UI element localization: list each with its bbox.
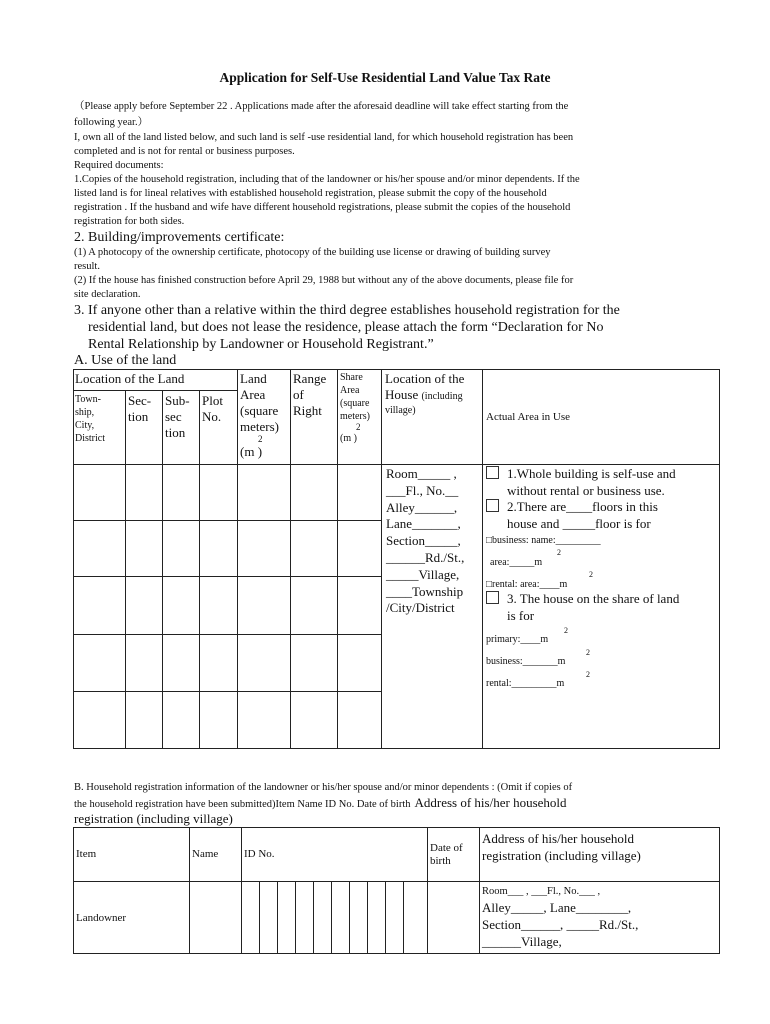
house-address-fields[interactable] xyxy=(386,466,464,617)
doc2-heading: 2. Building/improvements certificate: xyxy=(74,230,285,245)
doc1-line3: registration . If the husband and wife have different household registrations, please submit the copies of the household xyxy=(74,202,571,213)
section-field[interactable]: Section_____, xyxy=(386,533,461,549)
page-title: Application for Self-Use Residential Land Value Tax Rate xyxy=(219,70,551,85)
section-road-field[interactable]: Section______, _____Rd./St., xyxy=(482,917,639,932)
header-text: Plot xyxy=(202,393,223,408)
room-floor-field[interactable]: Room___ , ___Fl., No.___ , xyxy=(482,886,601,897)
header-text: tion xyxy=(165,425,186,440)
superscript: 2 xyxy=(356,422,361,432)
doc1-line2: listed land is for lineal relatives with established household registration, please submit the copy of the household xyxy=(74,188,547,199)
superscript: 2 xyxy=(557,548,561,557)
header-text: meters) xyxy=(340,411,370,422)
header-name: Name xyxy=(192,848,219,860)
village-field[interactable]: ______Village, xyxy=(482,934,562,949)
doc1-line4: registration for both sides. xyxy=(74,216,185,227)
option-text: 2.There are____floors in this xyxy=(507,499,658,514)
header-address xyxy=(482,830,641,864)
header-text: Town- xyxy=(75,394,101,405)
section-a-heading: A. Use of the land xyxy=(74,353,177,368)
deadline-note: （Please apply before September 22 . Applications made after the aforesaid deadline will take effect starting from the xyxy=(74,101,569,112)
header-item: Item xyxy=(76,848,97,860)
deadline-note-cont: following year.） xyxy=(74,117,149,128)
checkbox[interactable] xyxy=(486,466,499,479)
header-text: No. xyxy=(202,409,222,424)
header-section xyxy=(128,393,151,425)
header-plot-no xyxy=(202,393,223,425)
header-text: village) xyxy=(385,405,416,416)
doc3-cont2: Rental Relationship by Landowner or Household Registrant.” xyxy=(88,337,434,352)
header-text: Sub- xyxy=(165,393,190,408)
required-docs-heading: Required documents: xyxy=(74,160,164,171)
superscript: 2 xyxy=(258,434,263,444)
header-location-of-land: Location of the Land xyxy=(75,371,185,386)
header-text: of xyxy=(293,387,304,402)
section-b-intro-cont xyxy=(74,795,567,812)
intro-text: Address of his/her household xyxy=(414,795,567,810)
header-subsection xyxy=(165,393,190,441)
doc3: 3. If anyone other than a relative within the third degree establishes household registration for the xyxy=(74,303,620,318)
header-id-no: ID No. xyxy=(244,848,275,860)
superscript: 2 xyxy=(589,570,593,579)
header-text: Location of the xyxy=(385,371,465,386)
landowner-address-fields[interactable] xyxy=(482,885,638,950)
header-range-of-right xyxy=(293,371,326,419)
lane-field[interactable]: Lane_______, xyxy=(386,516,461,532)
header-text: Share xyxy=(340,372,363,383)
header-text: District xyxy=(75,433,105,444)
header-text: Sec- xyxy=(128,393,152,408)
statement-cont: completed and is not for rental or business purposes. xyxy=(74,146,295,157)
option-text: without rental or business use. xyxy=(507,482,665,498)
section-b-intro-cont2: registration (including village) xyxy=(74,811,233,826)
header-text: registration (including village) xyxy=(482,848,641,863)
header-text: Range xyxy=(293,371,327,386)
business-name-field[interactable]: □business: name:_________ xyxy=(486,535,601,546)
header-text: (including xyxy=(421,391,463,402)
primary-area-field[interactable]: primary:____m xyxy=(486,634,549,645)
intro-text: the household registration have been submitted)Item Name ID No. Date of birth xyxy=(74,799,411,810)
floor-no-field[interactable]: ___Fl., No.__ xyxy=(386,482,459,498)
alley-lane-field[interactable]: Alley_____, Lane________, xyxy=(482,900,632,915)
header-text: Land xyxy=(240,371,267,386)
header-text: Area xyxy=(340,385,360,396)
doc2-b: (2) If the house has finished construction before April 29, 1988 but without any of the above documents, please file for xyxy=(74,275,574,286)
option-share-of-land[interactable] xyxy=(486,591,679,624)
village-field[interactable]: _____Village, xyxy=(386,566,460,582)
header-text: (square xyxy=(340,398,370,409)
checkbox[interactable] xyxy=(486,499,499,512)
header-text: birth xyxy=(430,855,451,867)
doc3-cont: residential land, but does not lease the residence, please attach the form “Declaration for No xyxy=(88,320,604,335)
header-township xyxy=(75,393,105,445)
header-text: sec xyxy=(165,409,182,424)
road-street-field[interactable]: ______Rd./St., xyxy=(386,549,465,565)
room-field[interactable]: Room_____ , xyxy=(386,466,457,481)
header-text: (square xyxy=(240,403,279,418)
rental-area-field[interactable]: □rental: area:____m xyxy=(486,579,568,590)
business-area-field[interactable]: area:_____m xyxy=(490,557,543,568)
header-text: Area xyxy=(240,387,266,402)
option-floors[interactable] xyxy=(486,499,658,532)
doc2-a-cont: result. xyxy=(74,261,100,272)
header-house-location xyxy=(385,371,464,417)
rental-area-field-2[interactable]: rental:_________m xyxy=(486,678,565,689)
header-text: Date of xyxy=(430,842,463,854)
header-text: Right xyxy=(293,403,322,418)
section-b-intro: B. Household registration information of the landowner or his/her spouse and/or minor dependents : (Omit if copies of xyxy=(74,782,573,793)
alley-field[interactable]: Alley______, xyxy=(386,499,458,515)
header-text: meters) xyxy=(240,419,279,434)
option-whole-building[interactable] xyxy=(486,466,676,499)
doc2-a: (1) A photocopy of the ownership certificate, photocopy of the building use license or drawing of building survey xyxy=(74,247,551,258)
superscript: 2 xyxy=(586,648,590,657)
superscript: 2 xyxy=(564,626,568,635)
checkbox[interactable] xyxy=(486,591,499,604)
header-text: House xyxy=(385,387,419,402)
business-area-field-2[interactable]: business:_______m xyxy=(486,656,566,667)
header-actual-area: Actual Area in Use xyxy=(486,411,570,423)
header-share-area xyxy=(340,371,370,445)
header-text: (m ) xyxy=(240,444,263,459)
row-landowner-label: Landowner xyxy=(76,912,127,924)
header-text: ship, xyxy=(75,407,95,418)
header-date-of-birth xyxy=(430,842,463,868)
statement: I, own all of the land listed below, and such land is self -use residential land, for which household registration has been xyxy=(74,132,574,143)
header-text: (m ) xyxy=(340,433,357,444)
city-district-label: /City/District xyxy=(386,600,455,616)
doc2-b-cont: site declaration. xyxy=(74,289,141,300)
option-text: is for xyxy=(507,607,535,623)
header-land-area xyxy=(240,371,279,460)
header-text: tion xyxy=(128,409,149,424)
header-text: Address of his/her household xyxy=(482,831,635,846)
option-text: 3. The house on the share of land xyxy=(507,591,680,606)
header-text: City, xyxy=(75,420,95,431)
township-field[interactable]: ____Township xyxy=(386,583,464,599)
doc1: 1.Copies of the household registration, including that of the landowner or his/her spouse and/or minor dependents. If the xyxy=(74,174,580,185)
option-text: house and _____floor is for xyxy=(507,515,651,531)
superscript: 2 xyxy=(586,670,590,679)
option-text: 1.Whole building is self-use and xyxy=(507,466,676,481)
